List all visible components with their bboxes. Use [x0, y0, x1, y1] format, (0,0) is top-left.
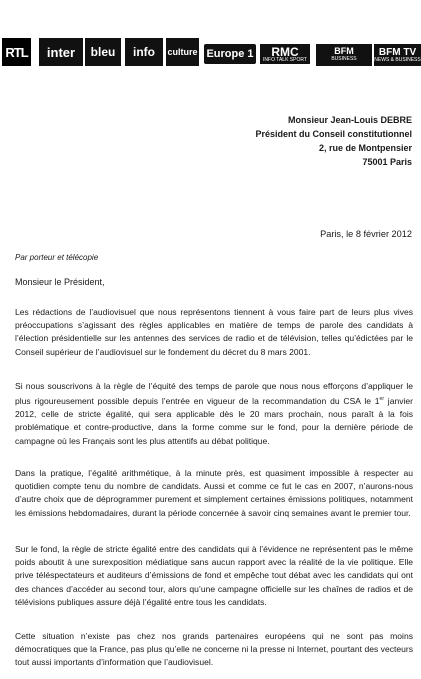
rmc-logo: RMC INFO TALK SPORT	[260, 44, 310, 64]
france-inter-logo: inter	[39, 38, 83, 66]
delivery-mention: Par porteur et télécopie	[15, 253, 99, 262]
paragraph-5: Cette situation n’existe pas chez nos grands partenaires européens qui ne sont pas moins démocratiques que la France, pas plus qu’elle ne concerne ni la presse ni Internet, pourtant des vecteurs tout aussi importants d’information que l’audiovisuel.	[15, 631, 413, 668]
paragraph-2: Si nous souscrivons à la règle de l’équité des temps de parole que nous nous efforçons d’appliquer le plus rigoureusement possible depuis l’entrée en vigueur de la recommandation du CSA le 1er janvier 2012, celle de stricte égalité, qui sera applicable dès le 20 mars prochain, nous paraît à la fois problématique et contre-productive, dans la forme comme sur le fond, pour la dernière période de campagne où les Français sont les plus attentifs au débat politique.	[15, 381, 413, 446]
letter-date: Paris, le 8 février 2012	[320, 229, 412, 239]
paragraph-3: Dans la pratique, l’égalité arithmétique, à la minute près, est quasiment impossible à respecter au quotidien compte tenu du nombre de candidats. Aussi et comme ce fut le cas en 2007, n’aurons-nous d’autre choix que de déprogrammer purement et simplement certaines émissions politiques, notamment les émissions hebdomadaires, durant la période concernée à savoir cinq semaines avant le premier tour.	[15, 468, 413, 518]
recipient-name: Monsieur Jean-Louis DEBRE	[287, 115, 412, 125]
france-bleu-logo: bleu	[85, 38, 121, 66]
europe1-logo: Europe 1	[204, 44, 256, 64]
rtl-logo: RTL	[2, 38, 31, 66]
broadcaster-logos	[0, 38, 421, 68]
bfm-tv-logo: BFM TV NEWS & BUSINESS	[374, 44, 421, 66]
france-info-logo: info	[125, 38, 163, 66]
paragraph-4: Sur le fond, la règle de stricte égalité entre des candidats qui à l’évidence ne représentent pas le même poids aboutit à une surexposition médiatique sans aucun rapport avec la réalité de la vie politique. Elle prive téléspectateurs et auditeurs d’émissions de fond et empêche tout débat avec les candidats qui ont des chances d’accéder au second tour, alors qu’une campagne officielle sur les chaînes de radios et de télévisions publiques assure déjà l’égalité entre tous les candidats.	[15, 544, 413, 607]
france-culture-logo: culture	[166, 38, 199, 66]
salutation: Monsieur le Président,	[15, 277, 105, 287]
bfm-business-logo: BFM BUSINESS	[316, 44, 372, 66]
recipient-city: 75001 Paris	[362, 157, 412, 167]
recipient-street: 2, rue de Montpensier	[318, 143, 412, 153]
recipient-title: Président du Conseil constitutionnel	[255, 129, 412, 139]
recipient-address	[172, 113, 412, 169]
paragraph-1: Les rédactions de l’audiovisuel que nous représentons tiennent à vous faire part de leurs plus vives préoccupations s’agissant des règles applicables en matière de temps de parole des candidats à l’élection présidentielle sur les antennes des services de radio et de télévision, telles qu’édictées par le Conseil supérieur de l’audiovisuel sur le fondement du décret du 8 mars 2001.	[15, 307, 413, 357]
